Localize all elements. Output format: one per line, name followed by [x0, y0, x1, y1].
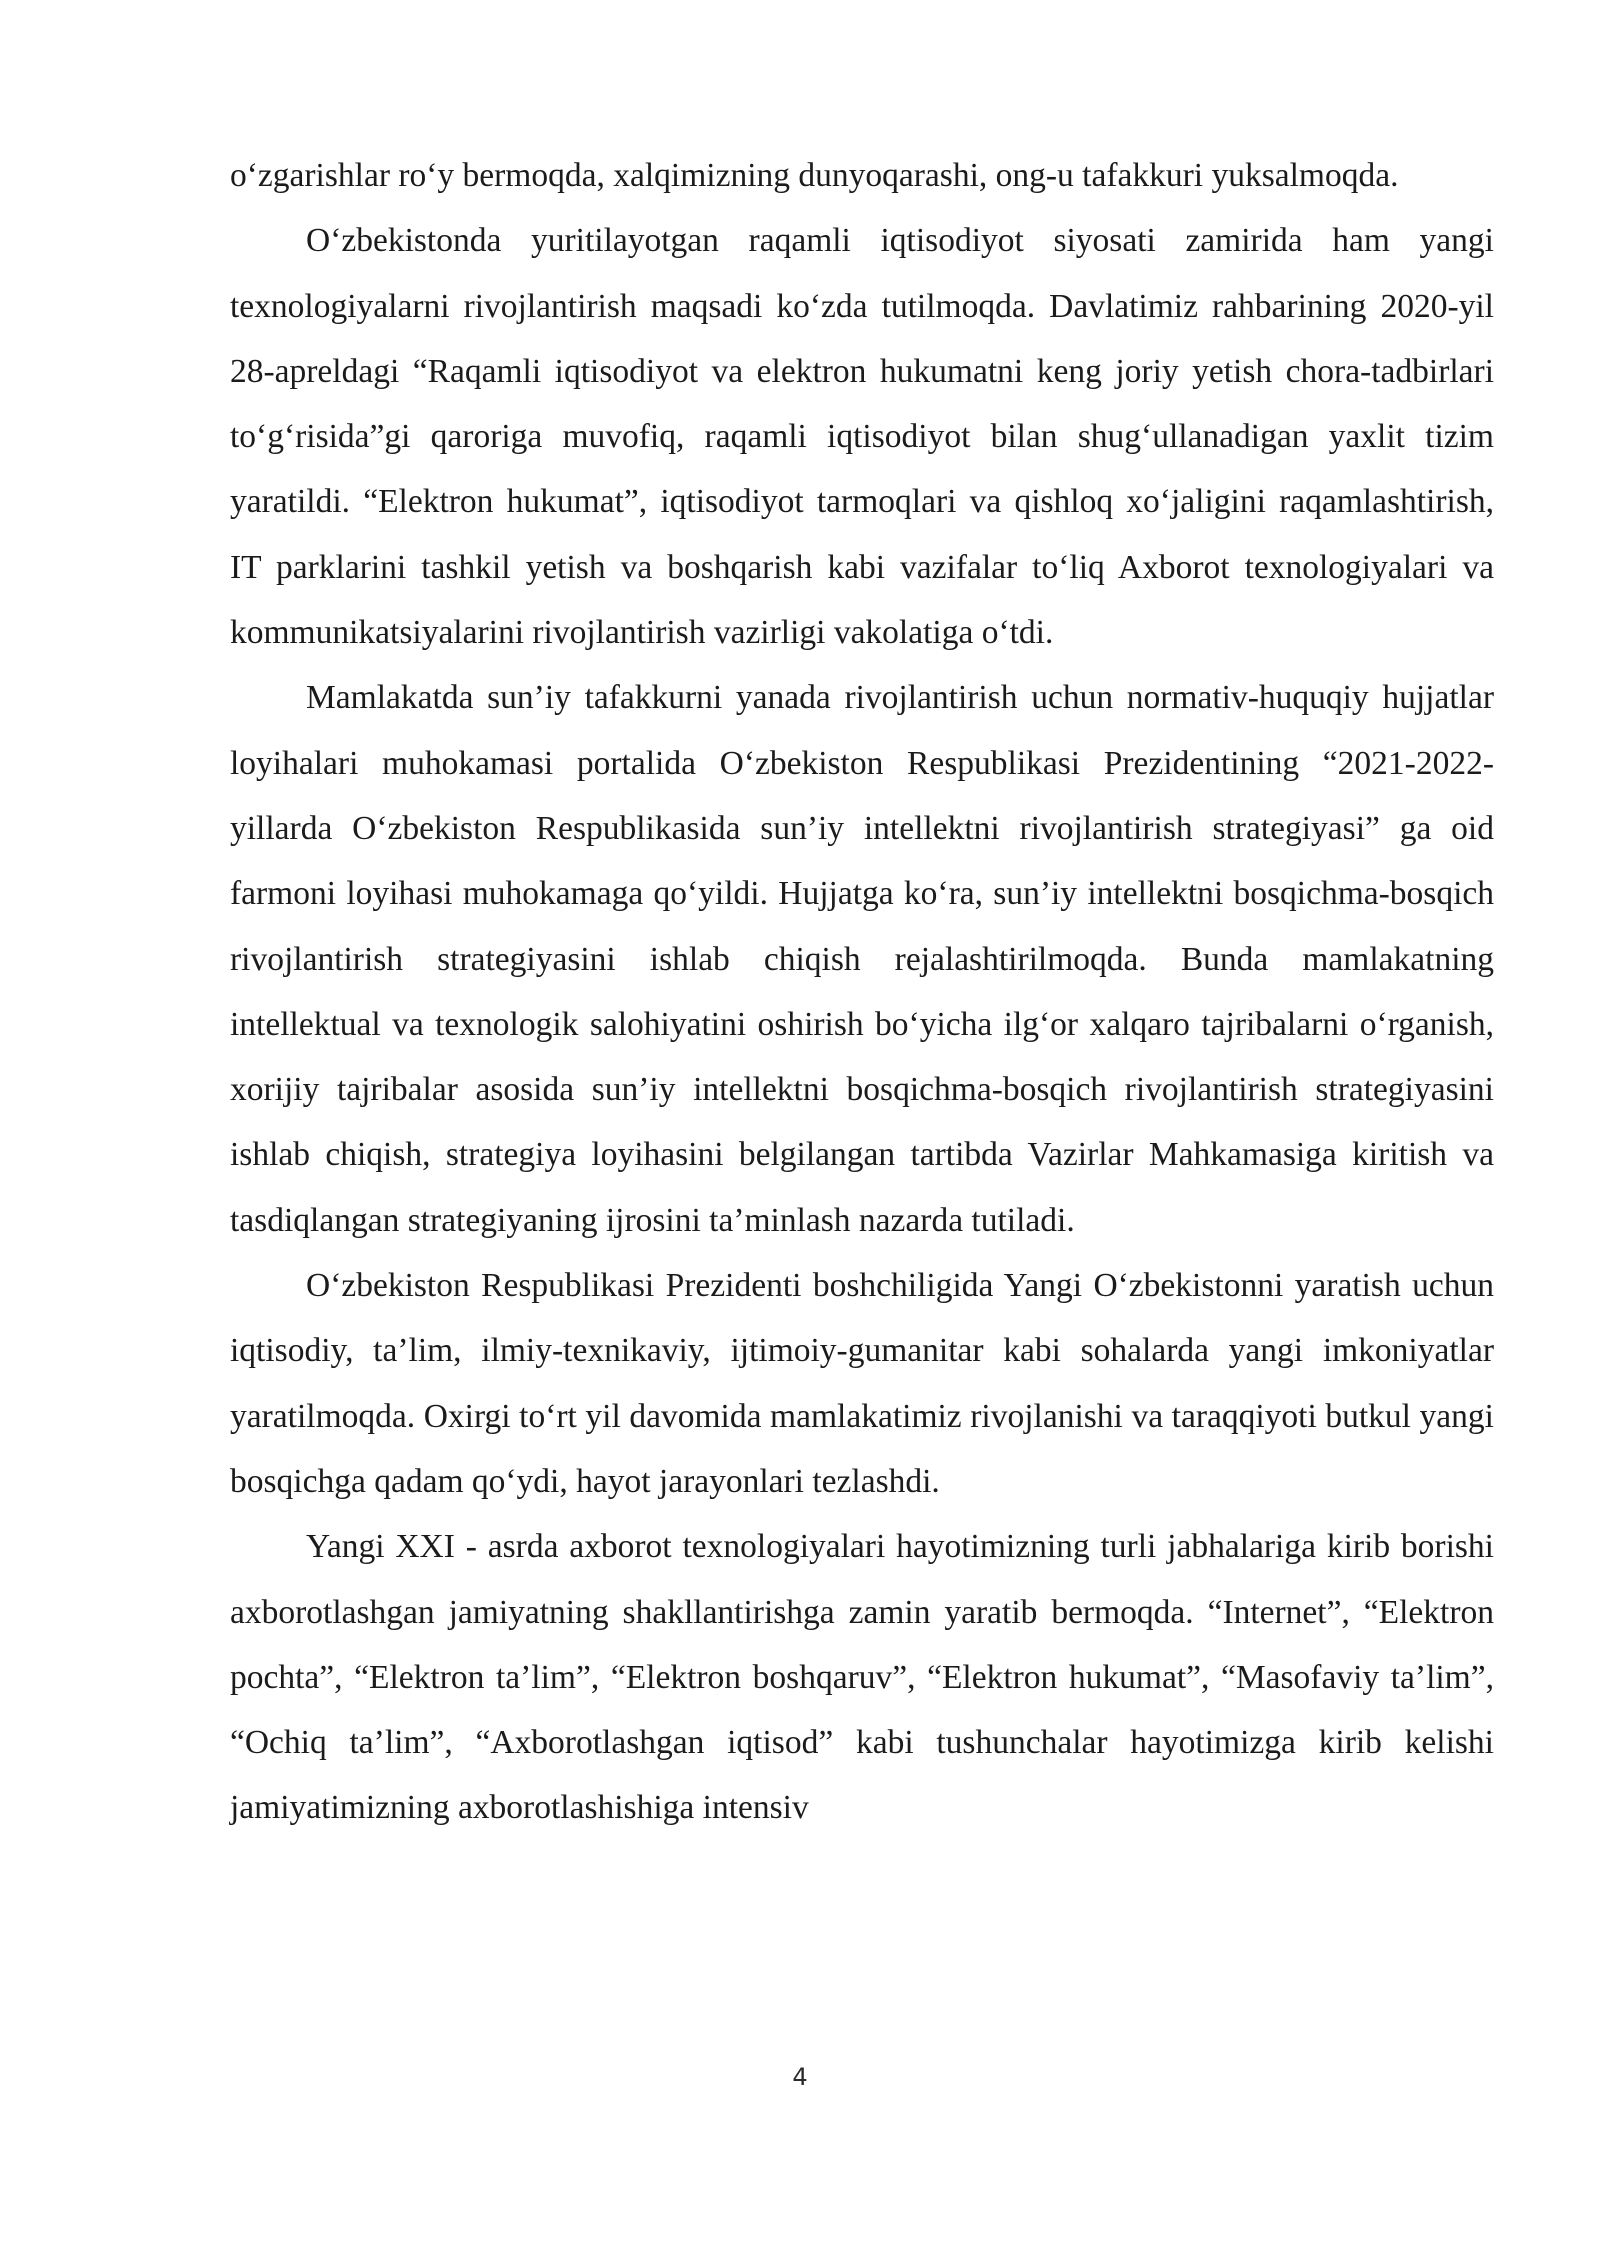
- paragraph-continuation: o‘zgarishlar ro‘y bermoqda, xalqimizning dunyoqarashi, ong-u tafakkuri yuksalmoqda.: [230, 157, 1399, 194]
- paragraph-new-uzbekistan: O‘zbekiston Respublikasi Prezidenti boshchiligida Yangi O‘zbekistonni yaratish uchun iqtisodiy, ta’lim, ilmiy-texnikaviy, ijtimoiy-gumanitar kabi sohalarda yangi imkoniyatlar yaratilmoqda. Oxirgi to‘rt yil davomida mamlakatimiz rivojlanishi va taraqqiyoti butkul yangi bosqichga qadam qo‘ydi, hayot jarayonlari tezlashdi.: [230, 1267, 1494, 1500]
- paragraph-digital-economy: O‘zbekistonda yuritilayotgan raqamli iqtisodiyot siyosati zamirida ham yangi texnologiyalarni rivojlantirish maqsadi ko‘zda tutilmoqda. Davlatimiz rahbarining 2020-yil 28-apreldagi “Raqamli iqtisodiyot va elektron hukumatni keng joriy yetish chora-tadbirlari to‘g‘risida”gi qaroriga muvofiq, raqamli iqtisodiyot bilan shug‘ullanadigan yaxlit tizim yaratildi. “Elektron hukumat”, iqtisodiyot tarmoqlari va qishloq xo‘jaligini raqamlashtirish, IT parklarini tashkil yetish va boshqarish kabi vazifalar to‘liq Axborot texnologiyalari va kommunikatsiyalarini rivojlantirish vazirligi vakolatiga o‘tdi.: [230, 222, 1494, 652]
- body-text: [230, 143, 1494, 1841]
- paragraph-ai-strategy: Mamlakatda sun’iy tafakkurni yanada rivojlantirish uchun normativ-huquqiy hujjatlar loyihalari muhokamasi portalida O‘zbekiston Respublikasi Prezidentining “2021-2022-yillarda O‘zbekiston Respublikasida sun’iy intellektni rivojlantirish strategiyasi” ga oid farmoni loyihasi muhokamaga qo‘yildi. Hujjatga ko‘ra, sun’iy intellektni bosqichma-bosqich rivojlantirish strategiyasini ishlab chiqish rejalashtirilmoqda. Bunda mamlakatning intellektual va texnologik salohiyatini oshirish bo‘yicha ilg‘or xalqaro tajribalarni o‘rganish, xorijiy tajribalar asosida sun’iy intellektni bosqichma-bosqich rivojlantirish strategiyasini ishlab chiqish, strategiya loyihasini belgilangan tartibda Vazirlar Mahkamasiga kiritish va tasdiqlangan strategiyaning ijrosini ta’minlash nazarda tutiladi.: [230, 679, 1494, 1239]
- page-number: 4: [792, 2063, 808, 2091]
- paragraph-information-technologies: Yangi XXI - asrda axborot texnologiyalari hayotimizning turli jabhalariga kirib borishi axborotlashgan jamiyatning shakllantirishga zamin yaratib bermoqda. “Internet”, “Elektron pochta”, “Elektron ta’lim”, “Elektron boshqaruv”, “Elektron hukumat”, “Masofaviy ta’lim”, “Ochiq ta’lim”, “Axborotlashgan iqtisod” kabi tushunchalar hayotimizga kirib kelishi jamiyatimizning axborotlashishiga intensiv: [230, 1528, 1494, 1827]
